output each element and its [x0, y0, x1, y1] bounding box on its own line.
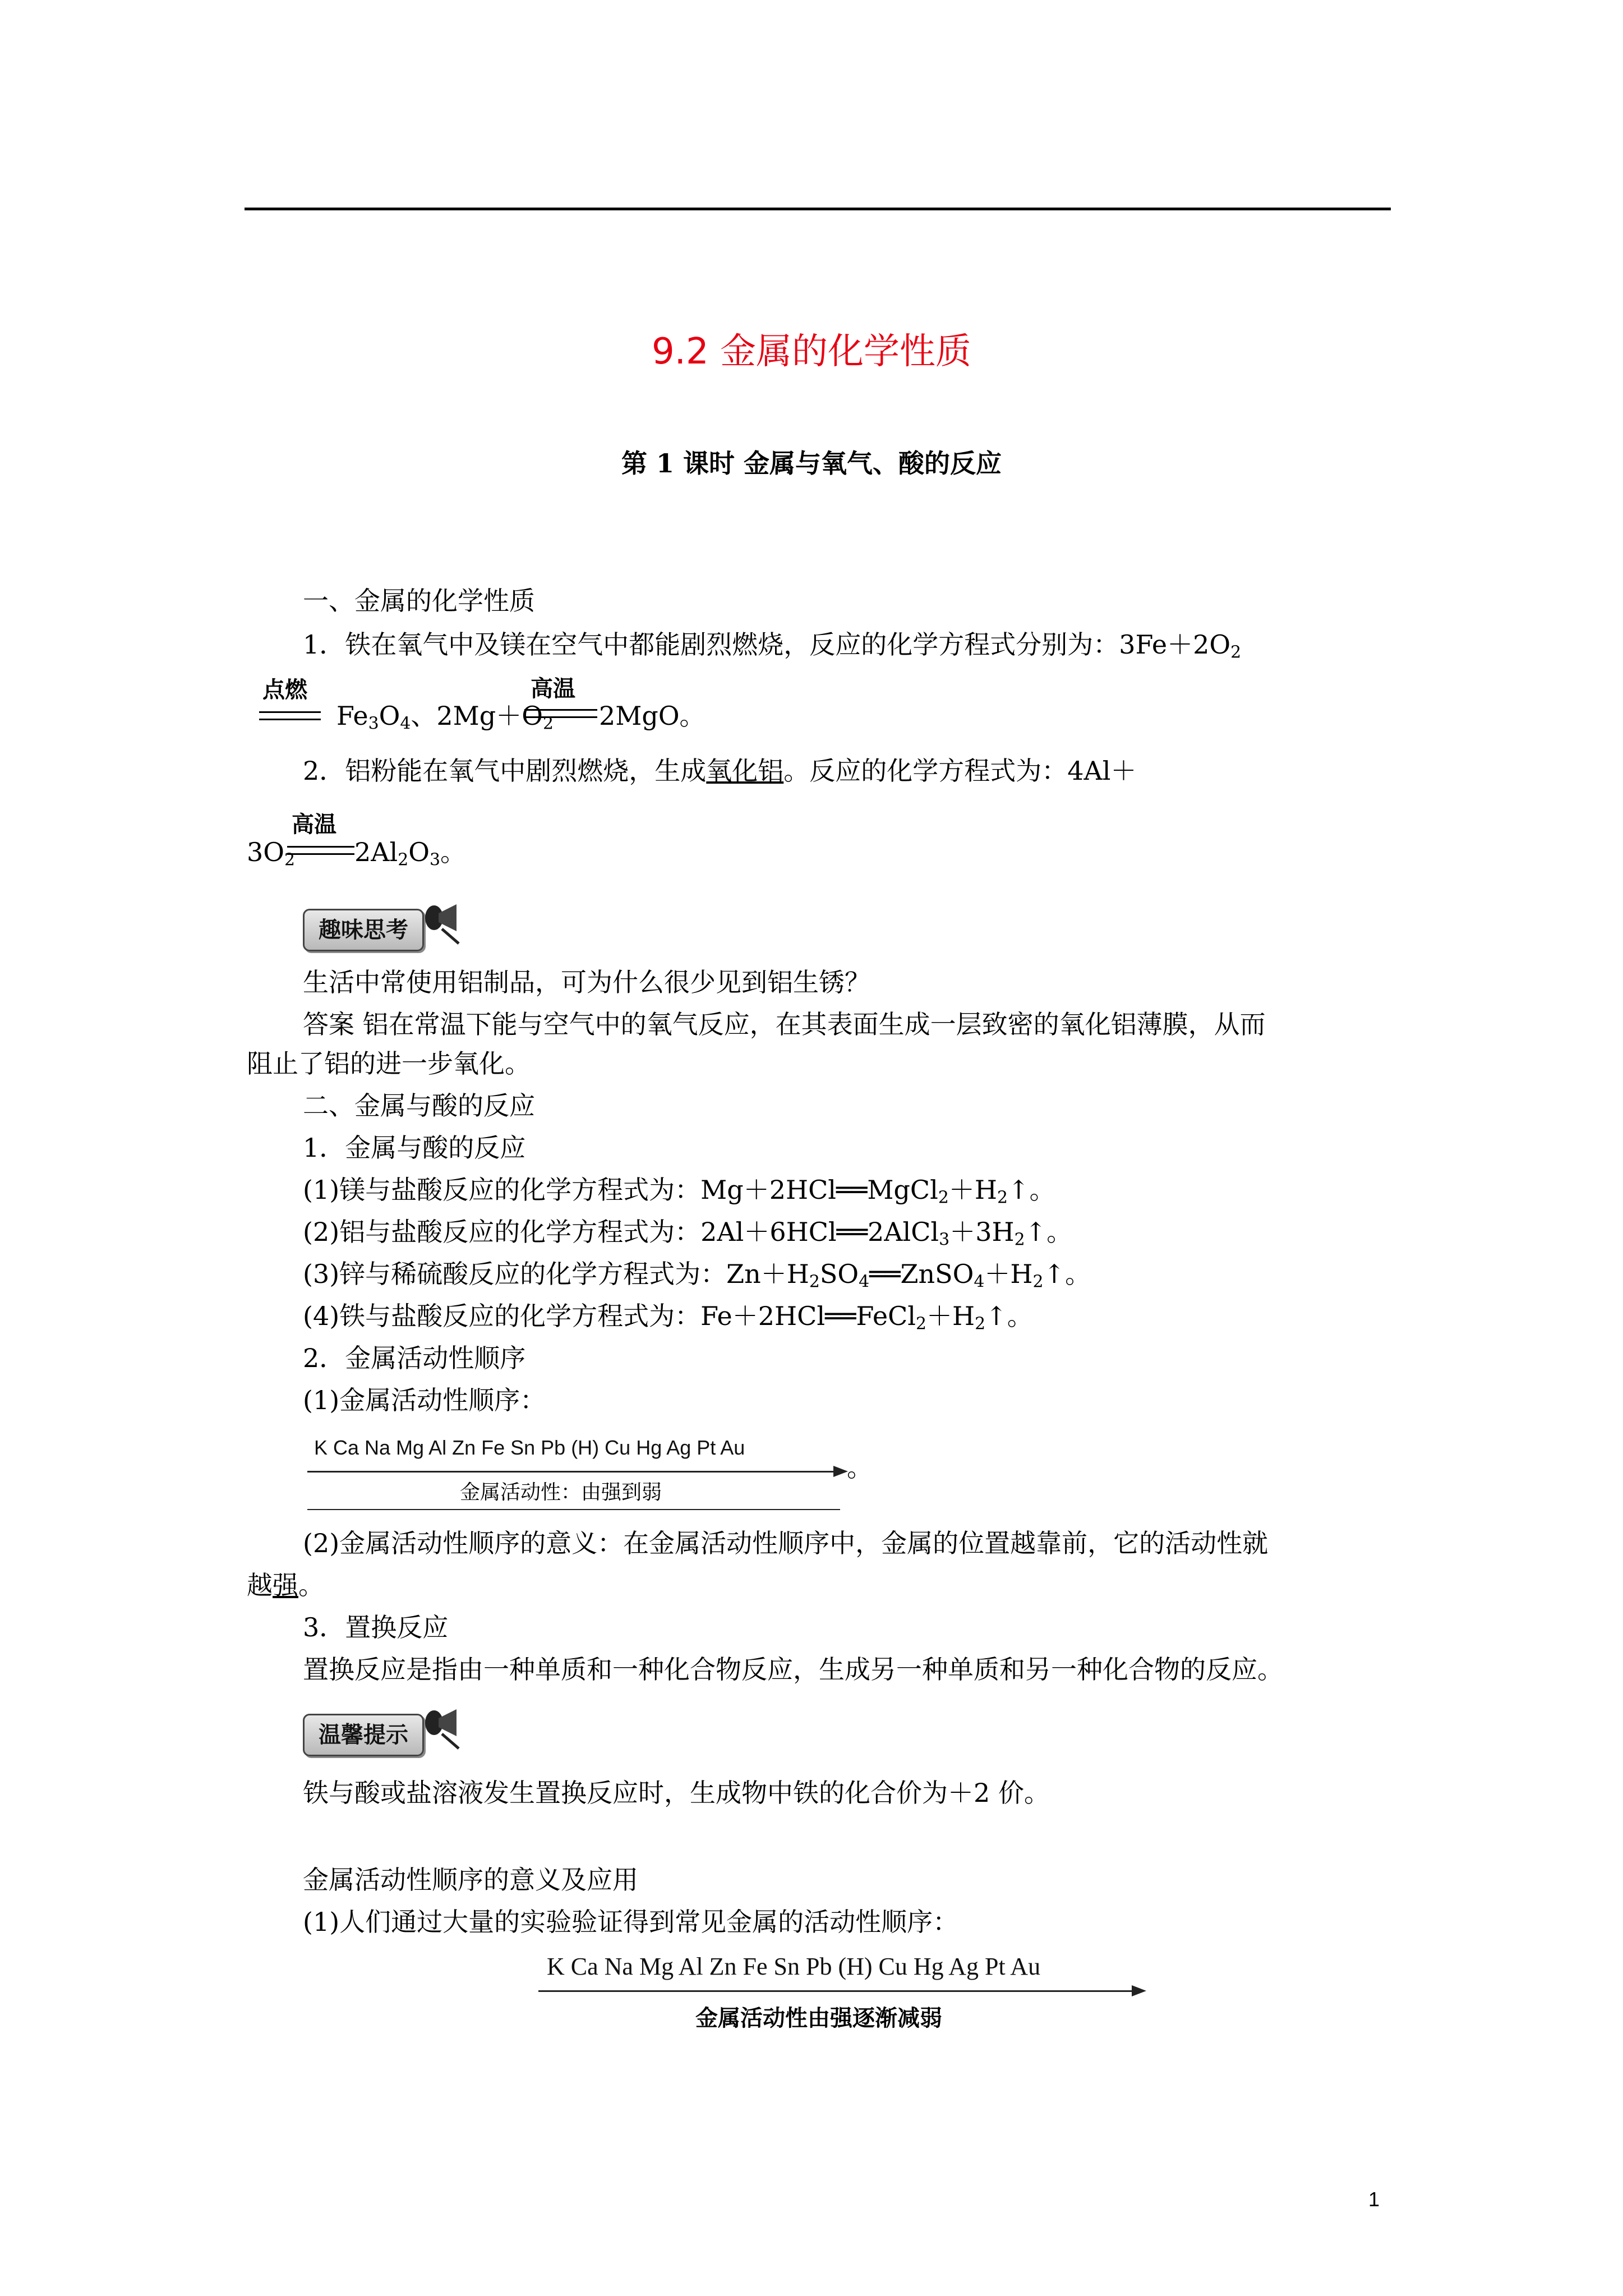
warm-tip-badge: 温馨提示: [303, 1714, 424, 1756]
header-rule: [245, 208, 1391, 210]
text: (3)锌与稀硫酸反应的化学方程式为：Zn＋H: [303, 1259, 809, 1289]
condition-ignite: 点燃: [262, 677, 307, 703]
para-1-line-1: [303, 627, 1241, 670]
arrow-head-icon: [833, 1466, 848, 1477]
answer-line-2: 阻止了铝的进一步氧化。: [247, 1048, 531, 1079]
subscript: 2: [975, 1314, 986, 1334]
page-number: 1: [1368, 2188, 1380, 2211]
subscript: 2: [1032, 1272, 1044, 1292]
series-end-punct: 。: [847, 1452, 873, 1483]
subscript: 2: [997, 1188, 1008, 1208]
subscript: 2: [542, 714, 554, 734]
megaphone-icon: [422, 1701, 467, 1752]
series-underline: [307, 1509, 840, 1510]
subscript: 3: [368, 714, 379, 734]
subscript: 3: [429, 850, 440, 870]
page-title: 9.2 金属的化学性质: [651, 331, 972, 372]
subscript: 2: [1230, 642, 1242, 662]
text: 1．铁在氧气中及镁在空气中都能剧烈燃烧，反应的化学方程式分别为：3Fe＋2O: [303, 629, 1231, 660]
meaning-line-1: (2)金属活动性顺序的意义：在金属活动性顺序中，金属的位置越靠前，它的活动性就: [303, 1528, 1269, 1558]
series-arrow-line: [307, 1471, 834, 1473]
text: ＋H: [948, 1175, 997, 1205]
subscript: 4: [974, 1272, 985, 1292]
condition-high-temp: 高温: [292, 812, 336, 838]
text: 2Al: [354, 837, 398, 867]
equation-4: [303, 1299, 1033, 1341]
section-heading-3: 金属活动性顺序的意义及应用: [303, 1865, 638, 1895]
text: ↑。: [1025, 1217, 1073, 1247]
text: Fe: [336, 701, 368, 731]
subheading-2-1: 1．金属与酸的反应: [303, 1133, 526, 1163]
text: 2．铝粉能在氧气中剧烈燃烧，生成: [303, 756, 707, 786]
equation-2: [303, 1214, 1072, 1257]
text: 越: [247, 1570, 273, 1600]
text: ＋H: [984, 1259, 1033, 1289]
megaphone-icon: [422, 896, 467, 947]
text: ↑。: [985, 1301, 1033, 1331]
equation-1: [303, 1172, 1055, 1215]
subheading-2-3: 3．置换反应: [303, 1612, 449, 1642]
tip-text: 铁与酸或盐溶液发生置换反应时，生成物中铁的化合价为＋2 价。: [303, 1778, 1050, 1808]
subscript: 2: [398, 850, 409, 870]
subscript: 4: [859, 1272, 870, 1292]
text: ＋H: [926, 1301, 975, 1331]
underlined-answer: 强: [273, 1570, 298, 1600]
text: (4)铁与盐酸反应的化学方程式为：Fe＋2HCl══FeCl: [303, 1301, 916, 1331]
para-2-line-2a: [247, 835, 295, 877]
equals-sign: [287, 846, 354, 855]
series-1-caption: 金属活动性：由强到弱: [460, 1481, 662, 1504]
equals-sign: [524, 709, 597, 718]
condition-high-temp: 高温: [531, 676, 575, 702]
subheading-2-2: 2．金属活动性顺序: [303, 1343, 526, 1373]
text: ＋3H: [949, 1217, 1015, 1247]
text: 。: [298, 1570, 324, 1600]
section-3-item-1: (1)人们通过大量的实验验证得到常见金属的活动性顺序：: [303, 1907, 959, 1937]
displacement-definition: 置换反应是指由一种单质和一种化合物反应，生成另一种单质和另一种化合物的反应。: [303, 1654, 1283, 1685]
equals-sign: [259, 711, 321, 720]
subscript: 2: [284, 850, 296, 870]
para-1-line-2b: 2MgO。: [599, 701, 706, 731]
text: O: [379, 701, 400, 731]
text: ↑。: [1043, 1259, 1091, 1289]
subscript: 3: [939, 1230, 950, 1250]
section-heading-2: 二、金属与酸的反应: [303, 1091, 535, 1121]
text: (2)铝与盐酸反应的化学方程式为：2Al＋6HCl══2AlCl: [303, 1217, 939, 1247]
question: 生活中常使用铝制品，可为什么很少见到铝生锈？: [303, 967, 870, 997]
lesson-subtitle: 第 1 课时 金属与氧气、酸的反应: [621, 448, 1002, 478]
underlined-answer: 氧化铝: [706, 756, 784, 786]
text: 3O: [247, 837, 284, 867]
answer-line-1: 答案 铝在常温下能与空气中的氧气反应，在其表面生成一层致密的氧化铝薄膜，从而: [303, 1009, 1266, 1039]
text: SO: [819, 1259, 859, 1289]
meaning-line-2: [247, 1568, 324, 1603]
text: 、2Mg＋O: [411, 701, 543, 731]
subscript: 2: [938, 1188, 949, 1208]
activity-series-intro: (1)金属活动性顺序：: [303, 1385, 546, 1415]
arrow-head-icon: [1132, 1985, 1146, 1996]
subscript: 2: [1014, 1230, 1025, 1250]
para-1-line-2a: [336, 698, 554, 741]
series-arrow-line: [538, 1990, 1133, 1992]
series-2-caption: 金属活动性由强逐渐减弱: [695, 2005, 942, 2031]
subscript: 2: [916, 1314, 927, 1334]
para-2-line-1: [303, 753, 1136, 788]
equation-3: [303, 1257, 1091, 1299]
text: ↑。: [1008, 1175, 1055, 1205]
text: O: [408, 837, 430, 867]
fun-thinking-badge: 趣味思考: [303, 909, 424, 951]
text: 。反应的化学方程式为：4Al＋: [783, 756, 1137, 786]
text: (1)镁与盐酸反应的化学方程式为：Mg＋2HCl══MgCl: [303, 1175, 938, 1205]
section-heading-1: 一、金属的化学性质: [303, 586, 535, 616]
activity-series-2: K Ca Na Mg Al Zn Fe Sn Pb (H) Cu Hg Ag Pt Au: [547, 1953, 1041, 1980]
subscript: 4: [400, 714, 411, 734]
activity-series-1: K Ca Na Mg Al Zn Fe Sn Pb (H) Cu Hg Ag Pt Au: [314, 1436, 745, 1459]
text: ══ZnSO: [869, 1259, 974, 1289]
text: 。: [440, 837, 466, 867]
para-2-line-2b: [354, 835, 466, 877]
subscript: 2: [809, 1272, 820, 1292]
